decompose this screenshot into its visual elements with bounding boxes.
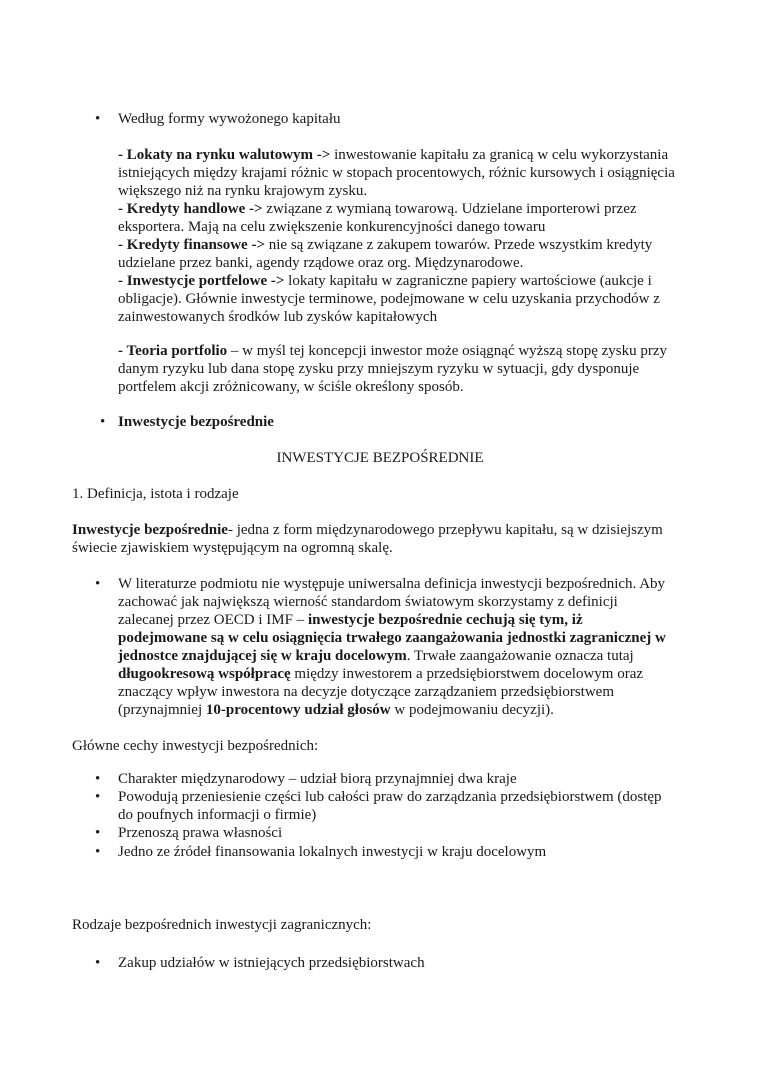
bullet-icon: • (95, 844, 101, 860)
text-segment: Charakter międzynarodowy – udział biorą przynajmniej dwa kraje (118, 771, 517, 787)
text-segment: większego niż na rynku krajowym zysku. (118, 183, 368, 199)
text-segment: – w myśl tej koncepcji inwestor może osiągnąć wyższą stopę zysku przy (227, 343, 668, 359)
bold-text: - Kredyty handlowe -> (118, 201, 263, 217)
text-segment: znaczący wpływ inwestora na decyzje dotyczące zarządzaniem przedsiębiorstwem (118, 684, 614, 700)
text-line (118, 665, 643, 683)
bullet-icon: • (95, 825, 101, 841)
bullet-icon: • (95, 771, 101, 787)
text-segment: . Trwałe zaangażowanie oznacza tutaj (406, 648, 634, 664)
text-segment: W literaturze podmiotu nie występuje uniwersalna definicja inwestycji bezpośrednich. Aby (118, 576, 666, 592)
text-line (118, 575, 665, 593)
text-line (118, 413, 274, 431)
text-line (118, 290, 660, 308)
text-line (72, 485, 239, 503)
bold-text: 10-procentowy udział głosów (205, 702, 391, 718)
text-line (118, 701, 554, 719)
text-line (118, 954, 425, 972)
text-segment: w podejmowaniu decyzji). (390, 702, 554, 718)
text-line (118, 843, 546, 861)
text-line (118, 164, 675, 182)
text-line (118, 218, 545, 236)
text-segment: zainwestowanych środków lub zysków kapitałowych (118, 309, 438, 325)
bullet-icon: • (95, 576, 101, 592)
text-segment: istniejących między krajami różnic w stopach procentowych, różnic kursowych i osiągnięcia (118, 165, 675, 181)
text-line (118, 770, 517, 788)
text-line (118, 272, 652, 290)
bullet-icon: • (95, 955, 101, 971)
text-line (118, 110, 341, 128)
text-line (118, 788, 662, 806)
bold-text: Inwestycje bezpośrednie (72, 522, 228, 538)
bold-text: Inwestycje bezpośrednie (118, 414, 274, 430)
text-segment: udzielane przez banki, agendy rządowe oraz org. Międzynarodowe. (118, 255, 524, 271)
bullet-icon: • (95, 789, 101, 805)
bold-text: podejmowane są w celu osiągnięcia trwałego zaangażowania jednostki zagranicznej w (118, 630, 666, 646)
bold-text: - Lokaty na rynku walutowym -> (118, 147, 331, 163)
text-line (72, 916, 371, 934)
text-line (72, 539, 393, 557)
text-line (72, 737, 318, 755)
text-segment: Przenoszą prawa własności (118, 825, 283, 841)
text-segment: Jedno ze źródeł finansowania lokalnych inwestycji w kraju docelowym (118, 844, 547, 860)
text-line (118, 824, 282, 842)
bold-text: - Inwestycje portfelowe -> (118, 273, 285, 289)
text-segment: portfelem akcji zróżnicowany, w ściśle określony sposób. (118, 379, 464, 395)
bullet-icon: • (95, 111, 101, 127)
text-segment: Powodują przeniesienie części lub całości praw do zarządzania przedsiębiorstwem (dostęp (118, 789, 662, 805)
text-segment: INWESTYCJE BEZPOŚREDNIE (276, 450, 484, 466)
text-segment: obligacje). Głównie inwestycje terminowe, podejmowane w celu uzyskania przychodów z (118, 291, 660, 307)
text-line (118, 593, 618, 611)
text-segment: (przynajmniej (118, 702, 206, 718)
bold-text: inwestycje bezpośrednie cechują się tym, iż (307, 612, 583, 628)
text-line (118, 611, 583, 629)
text-segment: Zakup udziałów w istniejących przedsiębiorstwach (118, 955, 425, 971)
text-line (118, 629, 666, 647)
text-segment: świecie zjawiskiem występującym na ogromną skalę. (72, 540, 393, 556)
text-segment: Główne cechy inwestycji bezpośrednich: (72, 738, 319, 754)
text-segment: - jedna z form międzynarodowego przepływu kapitału, są w dzisiejszym (227, 522, 663, 538)
text-segment: Rodzaje bezpośrednich inwestycji zagranicznych: (72, 917, 372, 933)
text-line (72, 521, 663, 539)
text-segment: eksportera. Mają na celu zwiększenie konkurencyjności danego towaru (118, 219, 546, 235)
bold-text: jednostce znajdującej się w kraju docelowym (118, 648, 407, 664)
text-segment: do poufnych informacji o firmie) (118, 807, 317, 823)
text-line (118, 200, 637, 218)
text-line (118, 254, 523, 272)
bullet-icon: • (100, 414, 106, 430)
text-segment: inwestowanie kapitału za granicą w celu wykorzystania (330, 147, 669, 163)
text-segment: zachować jak największą wierność standardom światowym skorzystamy z definicji (118, 594, 618, 610)
text-segment: lokaty kapitału w zagraniczne papiery wartościowe (aukcje i (284, 273, 652, 289)
text-segment: między inwestorem a przedsiębiorstwem docelowym oraz (290, 666, 644, 682)
bold-text: - Teoria portfolio (118, 343, 228, 359)
text-line (118, 308, 437, 326)
text-segment: danym ryzyku lub dana stopę zysku przy mniejszym ryzyku w sytuacji, gdy dysponuje (118, 361, 640, 377)
text-line (118, 342, 667, 360)
text-line (118, 378, 464, 396)
text-segment: związane z wymianą towarową. Udzielane importerowi przez (262, 201, 637, 217)
section-heading (0, 449, 760, 467)
bold-text: - Kredyty finansowe -> (118, 237, 266, 253)
text-line (118, 146, 668, 164)
text-segment: nie są związane z zakupem towarów. Przede wszystkim kredyty (265, 237, 653, 253)
text-line (118, 236, 652, 254)
text-segment: 1. Definicja, istota i rodzaje (72, 486, 239, 502)
text-line (118, 360, 639, 378)
text-line (118, 182, 367, 200)
text-line (118, 683, 614, 701)
text-line (118, 647, 634, 665)
bold-text: długookresową współpracę (118, 666, 291, 682)
text-segment: Według formy wywożonego kapitału (118, 111, 341, 127)
text-segment: zalecanej przez OECD i IMF – (118, 612, 308, 628)
text-line (118, 806, 316, 824)
